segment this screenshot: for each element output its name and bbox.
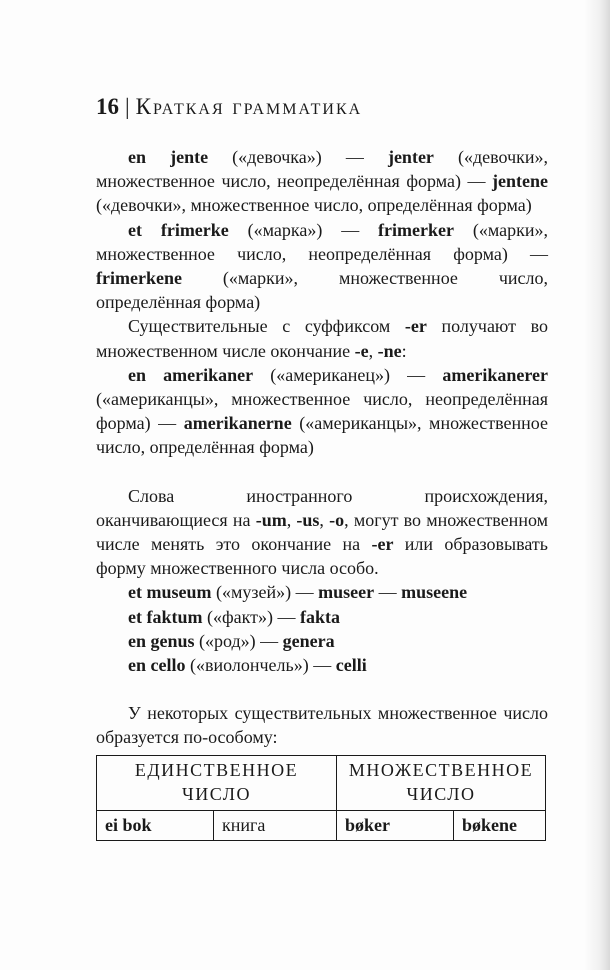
text-run: Слова иностранного происхождения, оканчивающиеся на (96, 485, 548, 530)
rule-foreign-words (96, 484, 548, 581)
text-run: («девочка») — (208, 147, 388, 167)
text-run: («девочки», множественное число, определённая форма) (96, 195, 532, 216)
norwegian-term: -us (296, 509, 320, 530)
example-amerikaner (96, 363, 548, 460)
text-run: («факт») — (202, 606, 301, 627)
table-row (97, 810, 546, 840)
norwegian-term: et faktum (128, 606, 203, 627)
example-jente (96, 145, 548, 218)
norwegian-term: et frimerke (128, 219, 229, 240)
table-header-row (97, 755, 546, 810)
norwegian-term: en jente (128, 147, 209, 167)
running-header (96, 92, 362, 122)
example-frimerke (96, 218, 548, 315)
norwegian-term: amerikanerne (183, 413, 292, 434)
norwegian-term: museer (318, 582, 375, 603)
example-museum (96, 580, 548, 604)
page-number: 16 (96, 94, 119, 119)
example-cello (96, 653, 548, 677)
norwegian-term: -o (329, 509, 345, 530)
cell-singular-form: ei bok (97, 810, 214, 840)
rule-irregular-plural (96, 701, 548, 749)
norwegian-term: -um (255, 509, 287, 530)
text-run: , (368, 340, 378, 361)
text-run: («музей») — (211, 582, 319, 603)
norwegian-term: celli (335, 655, 367, 676)
norwegian-term: frimerker (378, 219, 454, 240)
norwegian-term: en genus (128, 630, 195, 651)
text-run: («американцы», множественное число, определённая форма) (96, 413, 548, 458)
text-run: или образовывать форму множественного числа особо. (96, 534, 548, 579)
norwegian-term: en cello (128, 655, 186, 676)
text-run: получают во множественном числе окончание (96, 316, 548, 361)
norwegian-term: frimerkene (96, 268, 182, 289)
norwegian-term: genera (282, 630, 335, 651)
text-run: , (286, 509, 297, 530)
page-edge-shadow (584, 0, 610, 970)
norwegian-term: en amerikaner (128, 364, 254, 385)
norwegian-term: -er (404, 316, 427, 337)
header-separator: | (125, 94, 130, 119)
text-run: («американцы», множественное число, неопределённая форма) — (96, 389, 548, 434)
text-run: , (319, 509, 330, 530)
text-run: («марки», множественное число, определённая форма) (96, 268, 548, 313)
norwegian-term: -er (371, 534, 394, 555)
norwegian-term: et museum (128, 582, 212, 603)
text-run: Существительные с суффиксом (128, 316, 405, 337)
page-body (96, 145, 548, 841)
text-run: — (374, 582, 402, 603)
text-run: («марки», множественное число, неопределённая форма) — (96, 219, 548, 264)
text-run: («девочки», множественное число, неопределённая форма) — (96, 147, 549, 192)
text-run: , могут во множественном числе менять это окончание на (96, 509, 549, 555)
example-genus (96, 629, 548, 653)
norwegian-term: jenter (387, 147, 434, 167)
norwegian-term: fakta (300, 606, 341, 627)
text-run: У некоторых существительных множественное число образуется по-особому: (96, 703, 548, 748)
header-plural: МНОЖЕСТВЕННОЕ ЧИСЛО (337, 755, 546, 810)
text-run: : (401, 340, 407, 361)
cell-plural-indefinite: bøker (337, 810, 454, 840)
norwegian-term: jentene (492, 171, 548, 192)
text-run: («виолончель») — (185, 655, 336, 676)
cell-translation: книга (214, 810, 337, 840)
plural-table (96, 755, 546, 841)
rule-er-suffix (96, 314, 548, 362)
norwegian-term: -ne (377, 340, 402, 361)
example-faktum (96, 605, 548, 629)
text-run: («американец») — (253, 364, 443, 385)
cell-plural-definite: bøkene (454, 810, 546, 840)
header-singular: ЕДИНСТВЕННОЕ ЧИСЛО (97, 755, 337, 810)
text-run: («марка») — (228, 219, 379, 240)
header-title: Краткая грамматика (135, 94, 363, 119)
norwegian-term: museene (401, 582, 468, 603)
norwegian-term: amerikanerer (442, 364, 548, 385)
norwegian-term: -e (354, 340, 369, 361)
text-run: («род») — (194, 630, 283, 651)
